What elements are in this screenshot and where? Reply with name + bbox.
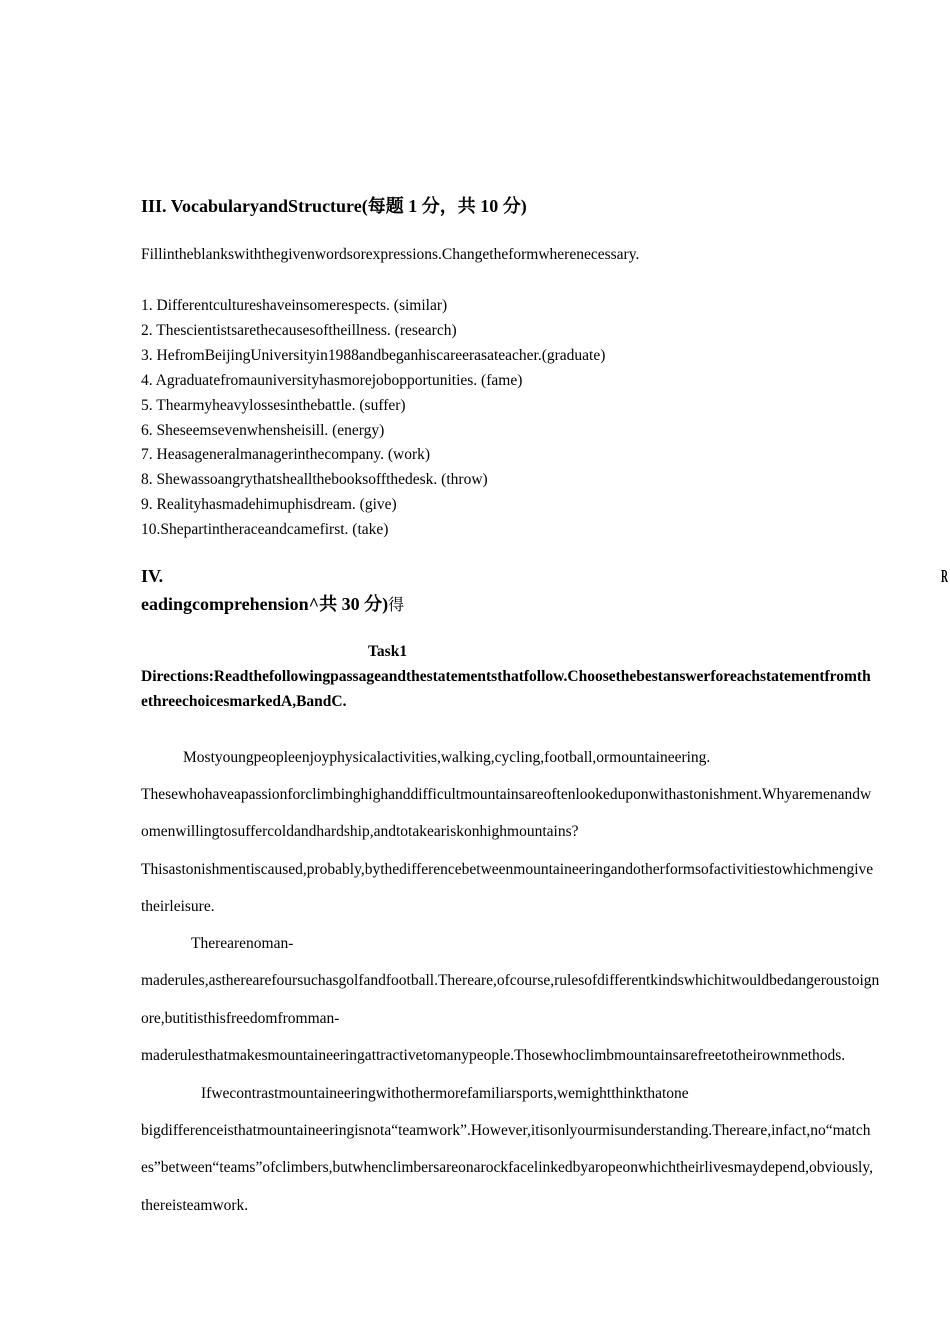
passage-line: maderulesthatmakesmountaineeringattractivetomanypeople.Thosewhoclimbmountainsarefreetotheirownmethods.: [141, 1047, 846, 1064]
passage-line: omenwillingtosuffercoldandhardship,andtotakeariskonhighmountains?: [141, 823, 579, 840]
list-item: 4. Agraduatefromauniversityhasmorejobopportunities. (fame): [141, 371, 523, 389]
passage-line: es”between“teams”ofclimbers,butwhenclimbersareonarockfacelinkedbyaropeonwhichtheirlivesmaydepend,obviously,: [141, 1159, 873, 1176]
passage-line: Ifwecontrastmountaineeringwithothermorefamiliarsports,wemightthinkthatone: [201, 1085, 689, 1102]
list-item: 1. Differentcultureshaveinsomerespects. (similar): [141, 297, 448, 314]
passage-line: bigdifferenceisthatmountaineeringisnota“teamwork”.However,itisonlyourmisunderstanding.Thereare,infact,no“match: [141, 1122, 871, 1139]
passage-line: Thesewhohaveapassionforclimbinghighanddifficultmountainsareoftenlookeduponwithastonishment.Whyaremenandw: [141, 786, 872, 803]
list-item: 5. Thearmyheavylossesinthebattle. (suffer): [141, 396, 406, 414]
passage-line: ore,butitisthisfreedomfromman-: [141, 1010, 340, 1027]
list-item: 3. HefromBeijingUniversityin1988andbeganhiscareerasateacher.(graduate): [141, 346, 606, 364]
section-4-heading-continued: [141, 590, 404, 616]
passage-line: Mostyoungpeopleenjoyphysicalactivities,walking,cycling,football,ormountaineering.: [183, 749, 711, 766]
list-item: 9. Realityhasmadehimuphisdream. (give): [141, 496, 397, 514]
passage-line: Therearenoman-: [191, 935, 294, 952]
vocabulary-list: [141, 294, 605, 543]
section-3-heading: III. VocabularyandStructure(每题 1 分，共 10 分): [141, 196, 527, 216]
list-item: 6. Sheseemsevenwhensheisill. (energy): [141, 421, 385, 439]
list-item: 7. Heasageneralmanagerinthecompany. (work): [141, 446, 431, 464]
passage-line: Thisastonishmentiscaused,probably,bythedifferencebetweenmountaineeringandotherformsofactivitiestowhichmengive: [141, 861, 874, 878]
section-4-heading-left: IV.: [141, 566, 164, 586]
list-item: 2. Thescientistsarethecausesoftheillness. (research): [141, 321, 457, 339]
passage-line: maderules,astherearefoursuchasgolfandfootball.Thereare,ofcourse,rulesofdifferentkindswhichitwouldbedangeroustoign: [141, 972, 880, 989]
list-item: 8. Shewassoangrythatsheallthebooksoffthedesk. (throw): [141, 471, 488, 489]
section-4-heading-right: R: [941, 566, 949, 586]
directions-line-1: Directions:Readthefollowingpassageandthestatementsthatfollow.Choosethebestanswerforeachstatementfromth: [141, 668, 871, 685]
directions-line-2: ethreechoicesmarkedA,BandC.: [141, 693, 347, 710]
section-3-instruction: Fillintheblankswiththegivenwordsorexpressions.Changetheformwherenecessary.: [141, 246, 640, 263]
score-mark: 得: [388, 597, 405, 614]
passage-line: theirleisure.: [141, 898, 215, 915]
section-4-heading-text: eadingcomprehension^共 30 分): [141, 594, 389, 614]
task-title: Task1: [368, 643, 408, 660]
passage-line: thereisteamwork.: [141, 1197, 249, 1214]
list-item: 10.Shepartintheraceandcamefirst. (take): [141, 521, 389, 539]
